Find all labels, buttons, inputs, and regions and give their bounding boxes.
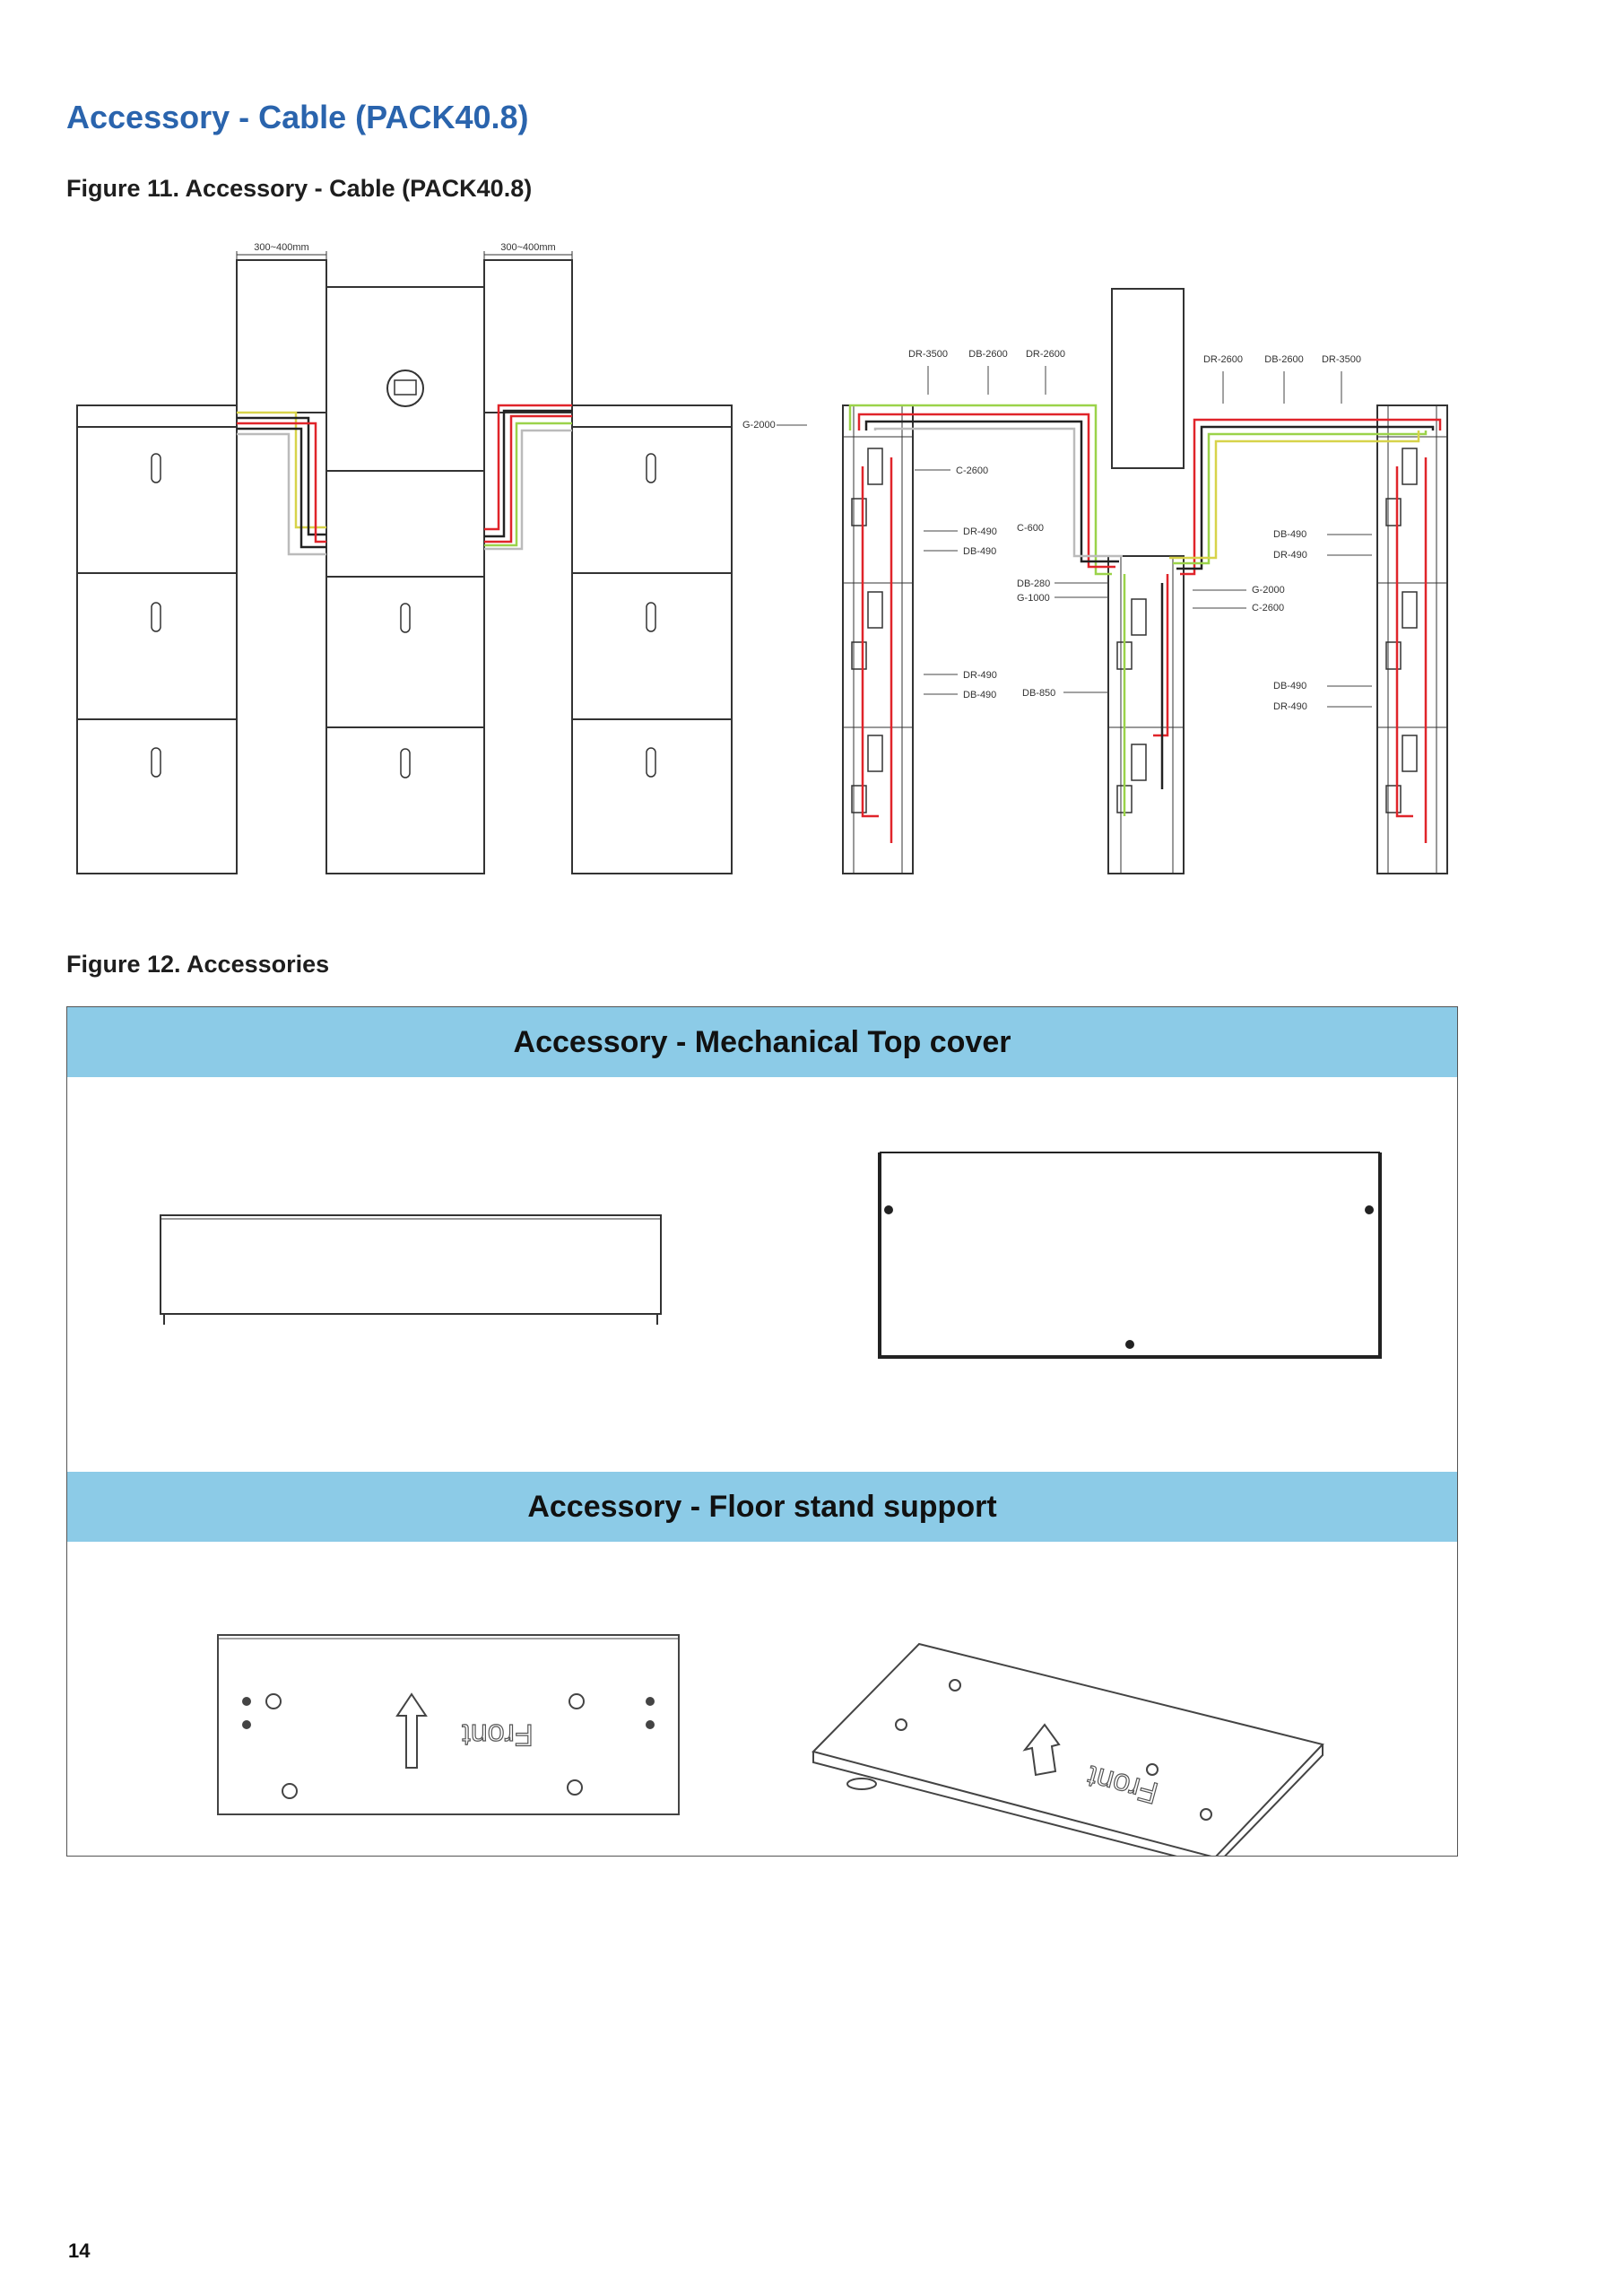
page-number: 14	[68, 2239, 91, 2262]
cable-label: DB-490	[963, 546, 997, 557]
cable-label: DB-490	[1273, 681, 1307, 691]
cable-label: DB-490	[963, 690, 997, 700]
cable-label: DB-490	[1273, 529, 1307, 540]
figure-12-caption: Figure 12. Accessories	[66, 951, 330, 978]
cable-label: DB-2600	[968, 349, 1008, 360]
wiring-labels	[742, 349, 1361, 712]
arrow-icon	[397, 1694, 426, 1768]
inverter-unit	[1112, 289, 1184, 468]
cable-label: G-2000	[742, 420, 776, 430]
cable-label: DR-490	[963, 670, 997, 681]
cable-label: C-2600	[956, 465, 989, 476]
cable-label: C-600	[1017, 523, 1044, 534]
battery-module	[326, 577, 484, 727]
accessory-drawings	[67, 1007, 1457, 1856]
inverter-unit	[326, 287, 484, 471]
front-label: Front	[1083, 1759, 1162, 1811]
cable-label: G-1000	[1017, 593, 1050, 604]
cable-label: G-2000	[1252, 585, 1285, 596]
floor-stand-header: Accessory - Floor stand support	[67, 1472, 1457, 1542]
dimension-label: 300~400mm	[500, 242, 556, 253]
top-cover-side-view	[161, 1215, 661, 1325]
accessories-figure	[66, 1006, 1458, 1857]
battery-module	[572, 427, 732, 573]
front-view-cables	[237, 405, 572, 554]
cable-label: DR-2600	[1202, 354, 1244, 365]
battery-module	[572, 719, 732, 874]
dimension-label: 300~400mm	[254, 242, 309, 253]
cable-label: DB-850	[1022, 688, 1056, 699]
cable-label: DR-490	[1273, 701, 1307, 712]
wiring-view-assembly	[843, 289, 1447, 874]
front-view-assembly	[77, 251, 732, 874]
battery-module	[77, 719, 237, 874]
battery-module	[572, 573, 732, 719]
figure-11-diagram	[0, 0, 1623, 906]
wiring-view-cables	[850, 405, 1440, 843]
cable-label: DB-2600	[1264, 354, 1304, 365]
battery-module	[77, 427, 237, 573]
left-extension-block	[237, 260, 326, 413]
right-extension-block	[484, 260, 572, 413]
battery-module	[77, 573, 237, 719]
cable-label: DR-3500	[907, 349, 949, 360]
cable-label: DR-490	[963, 526, 997, 537]
cable-label: DR-490	[1273, 550, 1307, 561]
figure-11-caption: Figure 11. Accessory - Cable (PACK40.8)	[66, 175, 533, 202]
cable-label: DR-2600	[1025, 349, 1066, 360]
battery-module	[326, 471, 484, 577]
cable-label: DR-3500	[1321, 354, 1362, 365]
front-label: Front	[462, 1718, 534, 1752]
floor-stand-top-view	[218, 1635, 679, 1814]
cable-label: C-2600	[1252, 603, 1285, 613]
floor-stand-perspective-view	[813, 1644, 1323, 1856]
top-cover-top-view	[880, 1152, 1380, 1357]
top-cover-header: Accessory - Mechanical Top cover	[67, 1007, 1457, 1077]
page-title: Accessory - Cable (PACK40.8)	[66, 99, 529, 135]
cable-label: DB-280	[1017, 578, 1051, 589]
arrow-icon	[1025, 1725, 1059, 1775]
